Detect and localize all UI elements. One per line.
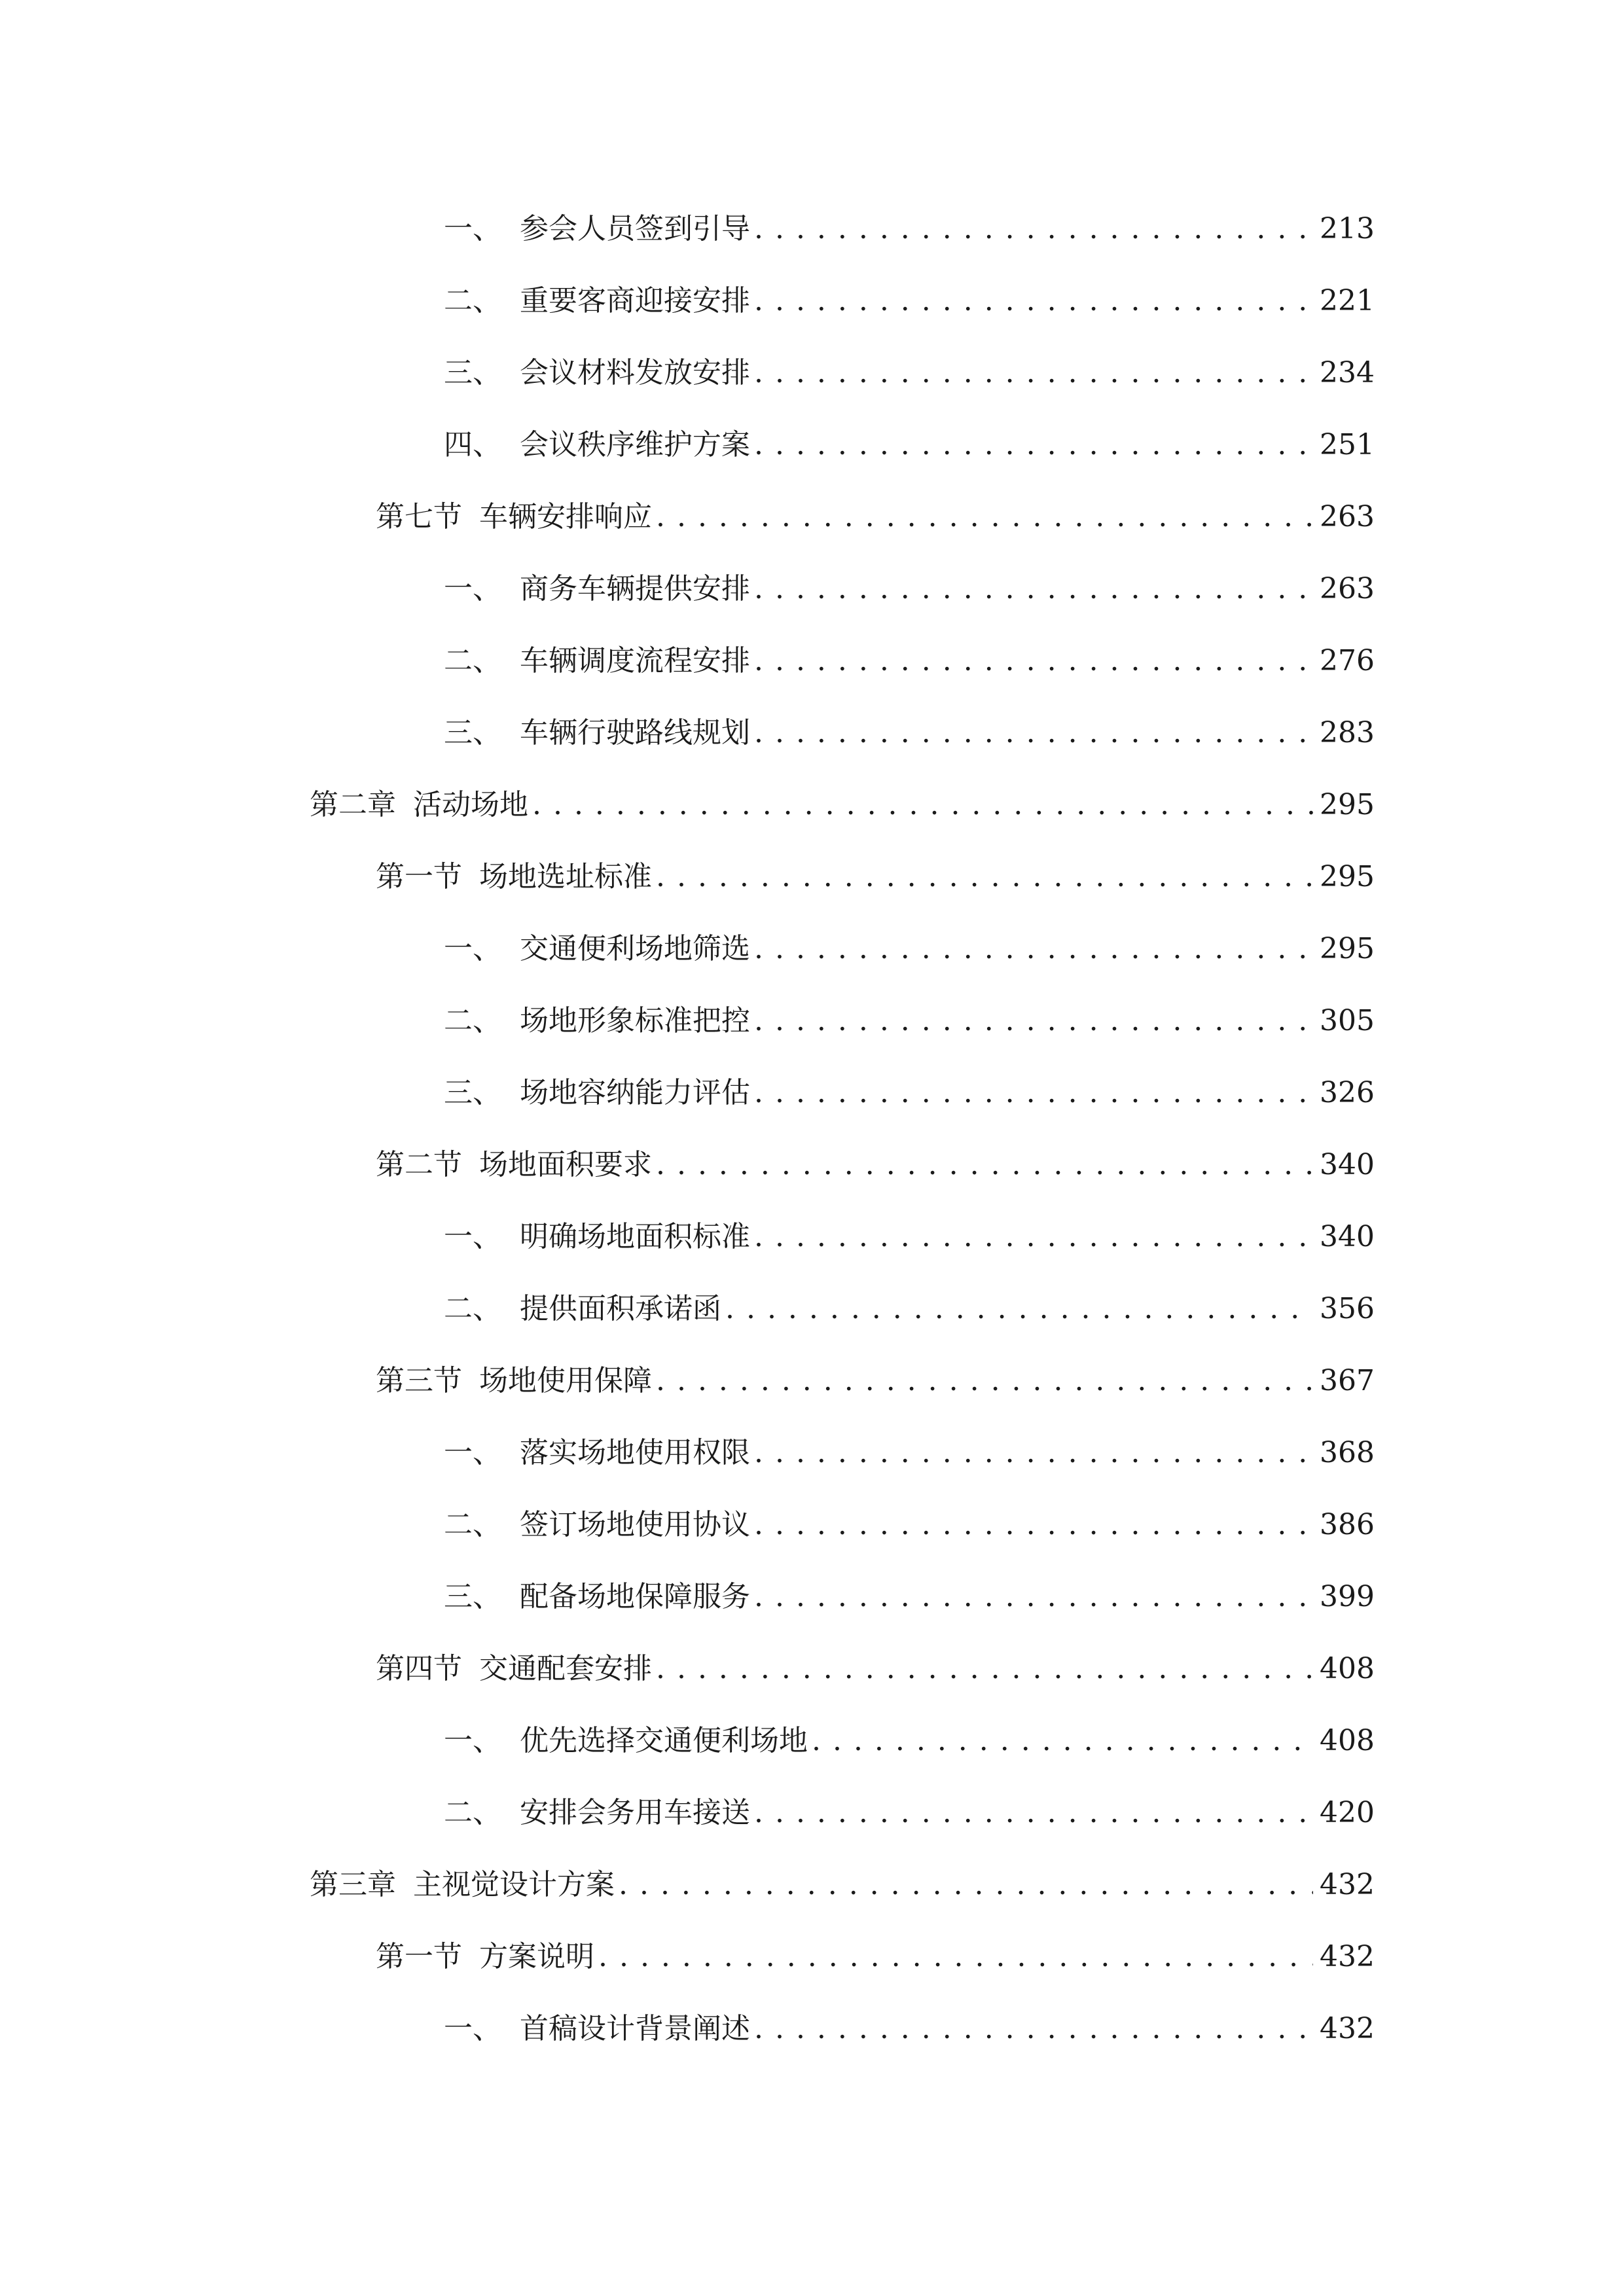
toc-entry-title: 车辆行驶路线规划 [520, 716, 750, 749]
toc-entry-page: 234 [1320, 356, 1375, 389]
toc-entry-title: 交通便利场地筛选 [520, 932, 750, 965]
toc-entry-number: 一、 [444, 1724, 501, 1757]
toc-entry-number: 第一节 [376, 860, 462, 893]
dot-leader [754, 923, 1313, 975]
toc-entry-title: 场地选址标准 [479, 860, 652, 893]
toc-entry-title: 重要客商迎接安排 [520, 284, 750, 317]
toc-entry-page: 213 [1320, 212, 1375, 245]
toc-entry-title: 车辆安排响应 [479, 500, 652, 533]
dot-leader [754, 1067, 1313, 1119]
toc-entry-title: 场地使用保障 [479, 1364, 652, 1397]
toc-entry[interactable] [444, 275, 1375, 327]
dot-leader [656, 851, 1313, 903]
toc-entry-page: 263 [1320, 500, 1375, 533]
toc-entry-title: 参会人员签到引导 [520, 212, 750, 245]
toc-entry-number: 一、 [444, 2012, 501, 2045]
toc-entry-page: 326 [1320, 1076, 1375, 1109]
toc-entry-page: 295 [1320, 788, 1375, 821]
toc-entry-title: 配备场地保障服务 [520, 1580, 750, 1613]
toc-entry-number: 三、 [444, 356, 501, 389]
dot-leader [754, 1571, 1313, 1623]
toc-entry-title: 明确场地面积标准 [520, 1220, 750, 1253]
toc-entry[interactable] [444, 923, 1375, 975]
toc-entry-page: 399 [1320, 1580, 1375, 1613]
toc-entry-title: 会议秩序维护方案 [520, 428, 750, 461]
toc-entry-page: 283 [1320, 716, 1375, 749]
dot-leader [619, 1859, 1313, 1911]
toc-entry-number: 第三章 [310, 1868, 396, 1901]
dot-leader [812, 1715, 1313, 1767]
toc-entry-number: 二、 [444, 644, 501, 677]
toc-entry-page: 432 [1320, 1940, 1375, 1973]
dot-leader [754, 1787, 1313, 1839]
toc-entry-title: 场地容纳能力评估 [520, 1076, 750, 1109]
toc-entry-page: 356 [1320, 1292, 1375, 1325]
dot-leader [754, 635, 1313, 687]
toc-entry-page: 432 [1320, 1868, 1375, 1901]
toc-entry-number: 三、 [444, 1580, 501, 1613]
toc-entry-number: 第七节 [376, 500, 462, 533]
toc-entry-page: 295 [1320, 860, 1375, 893]
toc-entry-number: 三、 [444, 716, 501, 749]
toc-entry-title: 场地形象标准把控 [520, 1004, 750, 1037]
toc-entry[interactable] [376, 1931, 1375, 1983]
dot-leader [754, 563, 1313, 615]
toc-entry-page: 408 [1320, 1724, 1375, 1757]
toc-entry-number: 第一节 [376, 1940, 462, 1973]
toc-entry[interactable] [444, 563, 1375, 615]
dot-leader [754, 347, 1313, 399]
dot-leader [754, 1427, 1313, 1479]
toc-entry[interactable] [376, 851, 1375, 903]
toc-entry-title: 场地面积要求 [479, 1148, 652, 1181]
toc-entry-number: 二、 [444, 1508, 501, 1541]
toc-entry-number: 一、 [444, 572, 501, 605]
toc-entry-title: 商务车辆提供安排 [520, 572, 750, 605]
toc-entry-number: 四、 [444, 428, 501, 461]
toc-entry-title: 落实场地使用权限 [520, 1436, 750, 1469]
toc-entry-page: 432 [1320, 2012, 1375, 2045]
toc-entry-title: 提供面积承诺函 [520, 1292, 721, 1325]
toc-entry-number: 一、 [444, 212, 501, 245]
toc-entry-number: 第三节 [376, 1364, 462, 1397]
toc-entry[interactable] [310, 779, 1375, 831]
toc-entry[interactable] [376, 1355, 1375, 1407]
toc-entry-page: 276 [1320, 644, 1375, 677]
dot-leader [754, 707, 1313, 759]
toc-entry-page: 368 [1320, 1436, 1375, 1469]
toc-entry-number: 第二节 [376, 1148, 462, 1181]
toc-entry-number: 一、 [444, 1220, 501, 1253]
toc-entry[interactable] [444, 347, 1375, 399]
toc-entry-page: 340 [1320, 1148, 1375, 1181]
toc-entry[interactable] [444, 1571, 1375, 1623]
toc-entry-number: 二、 [444, 284, 501, 317]
toc-entry-number: 第二章 [310, 788, 396, 821]
toc-entry-title: 交通配套安排 [479, 1652, 652, 1685]
toc-entry-page: 305 [1320, 1004, 1375, 1037]
toc-entry-page: 221 [1320, 284, 1375, 317]
toc-entry[interactable] [444, 1283, 1375, 1335]
toc-entry[interactable] [444, 1715, 1375, 1767]
dot-leader [754, 419, 1313, 471]
dot-leader [656, 1139, 1313, 1191]
toc-entry-page: 295 [1320, 932, 1375, 965]
toc-entry-page: 263 [1320, 572, 1375, 605]
dot-leader [754, 1499, 1313, 1551]
toc-entry-page: 408 [1320, 1652, 1375, 1685]
toc-entry-number: 一、 [444, 1436, 501, 1469]
toc-entry[interactable] [376, 1643, 1375, 1695]
toc-entry-title: 方案说明 [479, 1940, 594, 1973]
toc-entry-number: 二、 [444, 1004, 501, 1037]
dot-leader [754, 2003, 1313, 2055]
toc-entry[interactable] [444, 1067, 1375, 1119]
toc-entry-page: 420 [1320, 1796, 1375, 1829]
toc-entry-number: 第四节 [376, 1652, 462, 1685]
toc-entry-title: 活动场地 [413, 788, 528, 821]
toc-entry[interactable] [444, 635, 1375, 687]
toc-entry-page: 367 [1320, 1364, 1375, 1397]
toc-entry-page: 340 [1320, 1220, 1375, 1253]
toc-entry-title: 签订场地使用协议 [520, 1508, 750, 1541]
dot-leader [754, 1211, 1313, 1263]
dot-leader [532, 779, 1313, 831]
toc-entry-title: 会议材料发放安排 [520, 356, 750, 389]
toc-entry[interactable] [444, 1211, 1375, 1263]
toc-entry-number: 二、 [444, 1292, 501, 1325]
toc-entry-title: 主视觉设计方案 [413, 1868, 615, 1901]
toc-entry[interactable] [376, 1139, 1375, 1191]
toc-entry-title: 车辆调度流程安排 [520, 644, 750, 677]
dot-leader [656, 491, 1313, 543]
toc-entry-title: 首稿设计背景阐述 [520, 2012, 750, 2045]
dot-leader [754, 203, 1313, 255]
dot-leader [754, 275, 1313, 327]
toc-entry[interactable] [444, 1499, 1375, 1551]
toc-entry-page: 386 [1320, 1508, 1375, 1541]
toc-entry[interactable] [444, 419, 1375, 471]
toc-entry[interactable] [444, 995, 1375, 1047]
dot-leader [598, 1931, 1313, 1983]
dot-leader [754, 995, 1313, 1047]
toc-entry-number: 三、 [444, 1076, 501, 1109]
toc-entry[interactable] [376, 491, 1375, 543]
toc-entry-title: 优先选择交通便利场地 [520, 1724, 808, 1757]
dot-leader [656, 1643, 1313, 1695]
toc-entry-number: 一、 [444, 932, 501, 965]
toc-entry-title: 安排会务用车接送 [520, 1796, 750, 1829]
toc-entry[interactable] [444, 1427, 1375, 1479]
toc-entry-number: 二、 [444, 1796, 501, 1829]
toc-entry[interactable] [444, 1787, 1375, 1839]
toc-entry[interactable] [310, 1859, 1375, 1911]
dot-leader [656, 1355, 1313, 1407]
toc-entry[interactable] [444, 203, 1375, 255]
toc-entry-page: 251 [1320, 428, 1375, 461]
dot-leader [725, 1283, 1313, 1335]
toc-entry[interactable] [444, 2003, 1375, 2055]
toc-entry[interactable] [444, 707, 1375, 759]
